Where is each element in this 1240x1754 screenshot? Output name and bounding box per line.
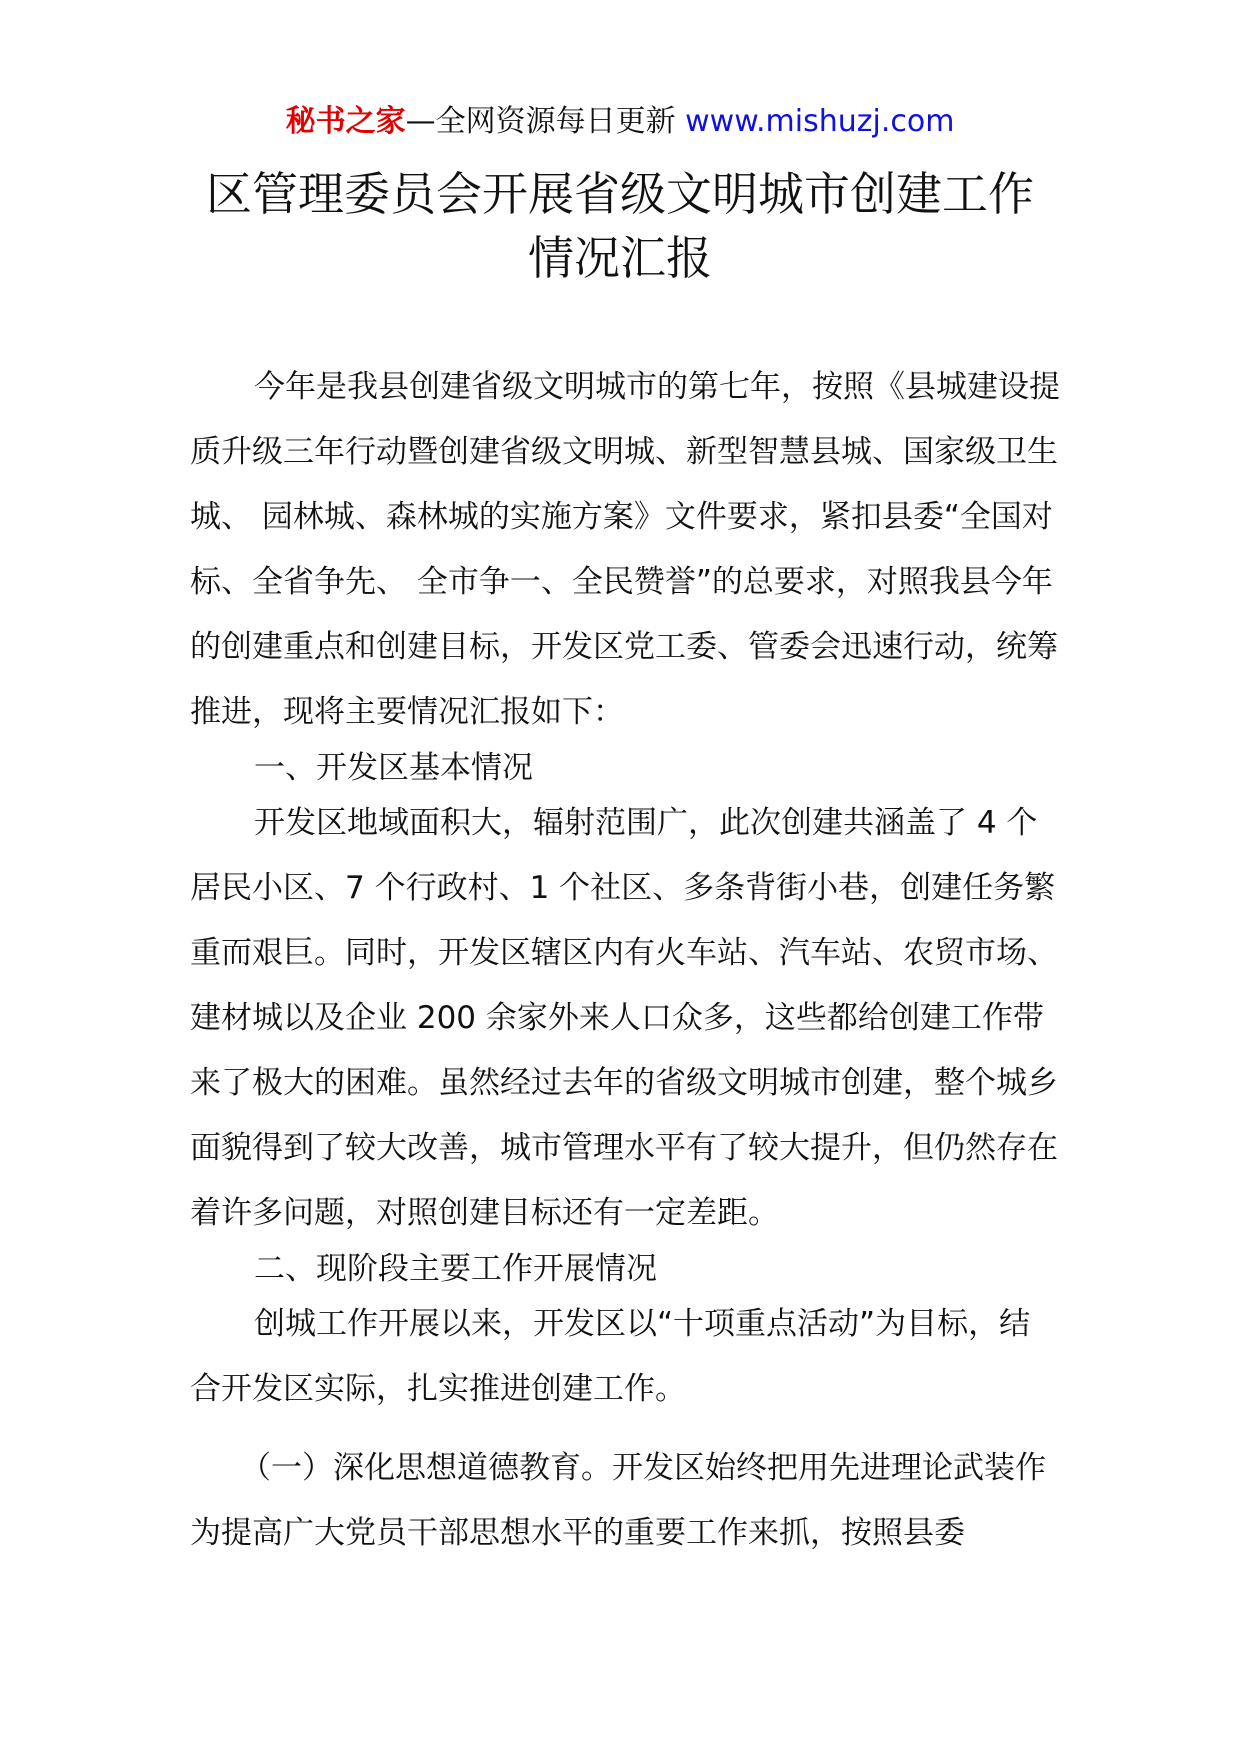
document-body bbox=[190, 355, 1060, 1566]
section-1-paragraph: 开发区地域面积大，辐射范围广，此次创建共涵盖了 4 个居民小区、7 个行政村、1 个社区、多条背街小巷，创建任务繁重而艰巨。同时，开发区辖区内有火车站、汽车站、农贸市场、建材城以及企业 200 余家外来人口众多，这些都给创建工作带来了极大的困难。虽然经过去年的省级文明城市创建，整个城乡面貌得到了较大改善，城市管理水平有了较大提升，但仍然存在着许多问题，对照创建目标还有一定差距。 bbox=[190, 805, 1058, 1231]
brand-name: 秘书之家 bbox=[285, 104, 406, 139]
header-tagline: —全网资源每日更新 bbox=[405, 104, 676, 139]
document-title bbox=[0, 162, 1240, 290]
section-heading-1: 一、开发区基本情况 bbox=[254, 750, 533, 786]
title-line-1: 区管理委员会开展省级文明城市创建工作 bbox=[206, 167, 1034, 221]
site-header bbox=[0, 100, 1240, 144]
site-url-link[interactable]: www.mishuzj.com bbox=[685, 104, 955, 139]
intro-paragraph: 今年是我县创建省级文明城市的第七年，按照《县城建设提质升级三年行动暨创建省级文明城、新型智慧县城、国家级卫生城、 园林城、森林城的实施方案》文件要求，紧扣县委“全国对标、全省争先、 全市争一、全民赞誉”的总要求，对照我县今年的创建重点和创建目标，开发区党工委、管委会迅速行动，统筹推进，现将主要情况汇报如下： bbox=[190, 369, 1060, 730]
title-line-2: 情况汇报 bbox=[528, 231, 712, 285]
section-2-paragraph: 创城工作开展以来，开发区以“十项重点活动”为目标，结合开发区实际，扎实推进创建工作。 bbox=[190, 1306, 1031, 1407]
subsection-paragraph-1: （一）深化思想道德教育。开发区始终把用先进理论武装作为提高广大党员干部思想水平的重要工作来抓，按照县委 bbox=[190, 1450, 1046, 1551]
section-heading-2: 二、现阶段主要工作开展情况 bbox=[254, 1251, 657, 1287]
